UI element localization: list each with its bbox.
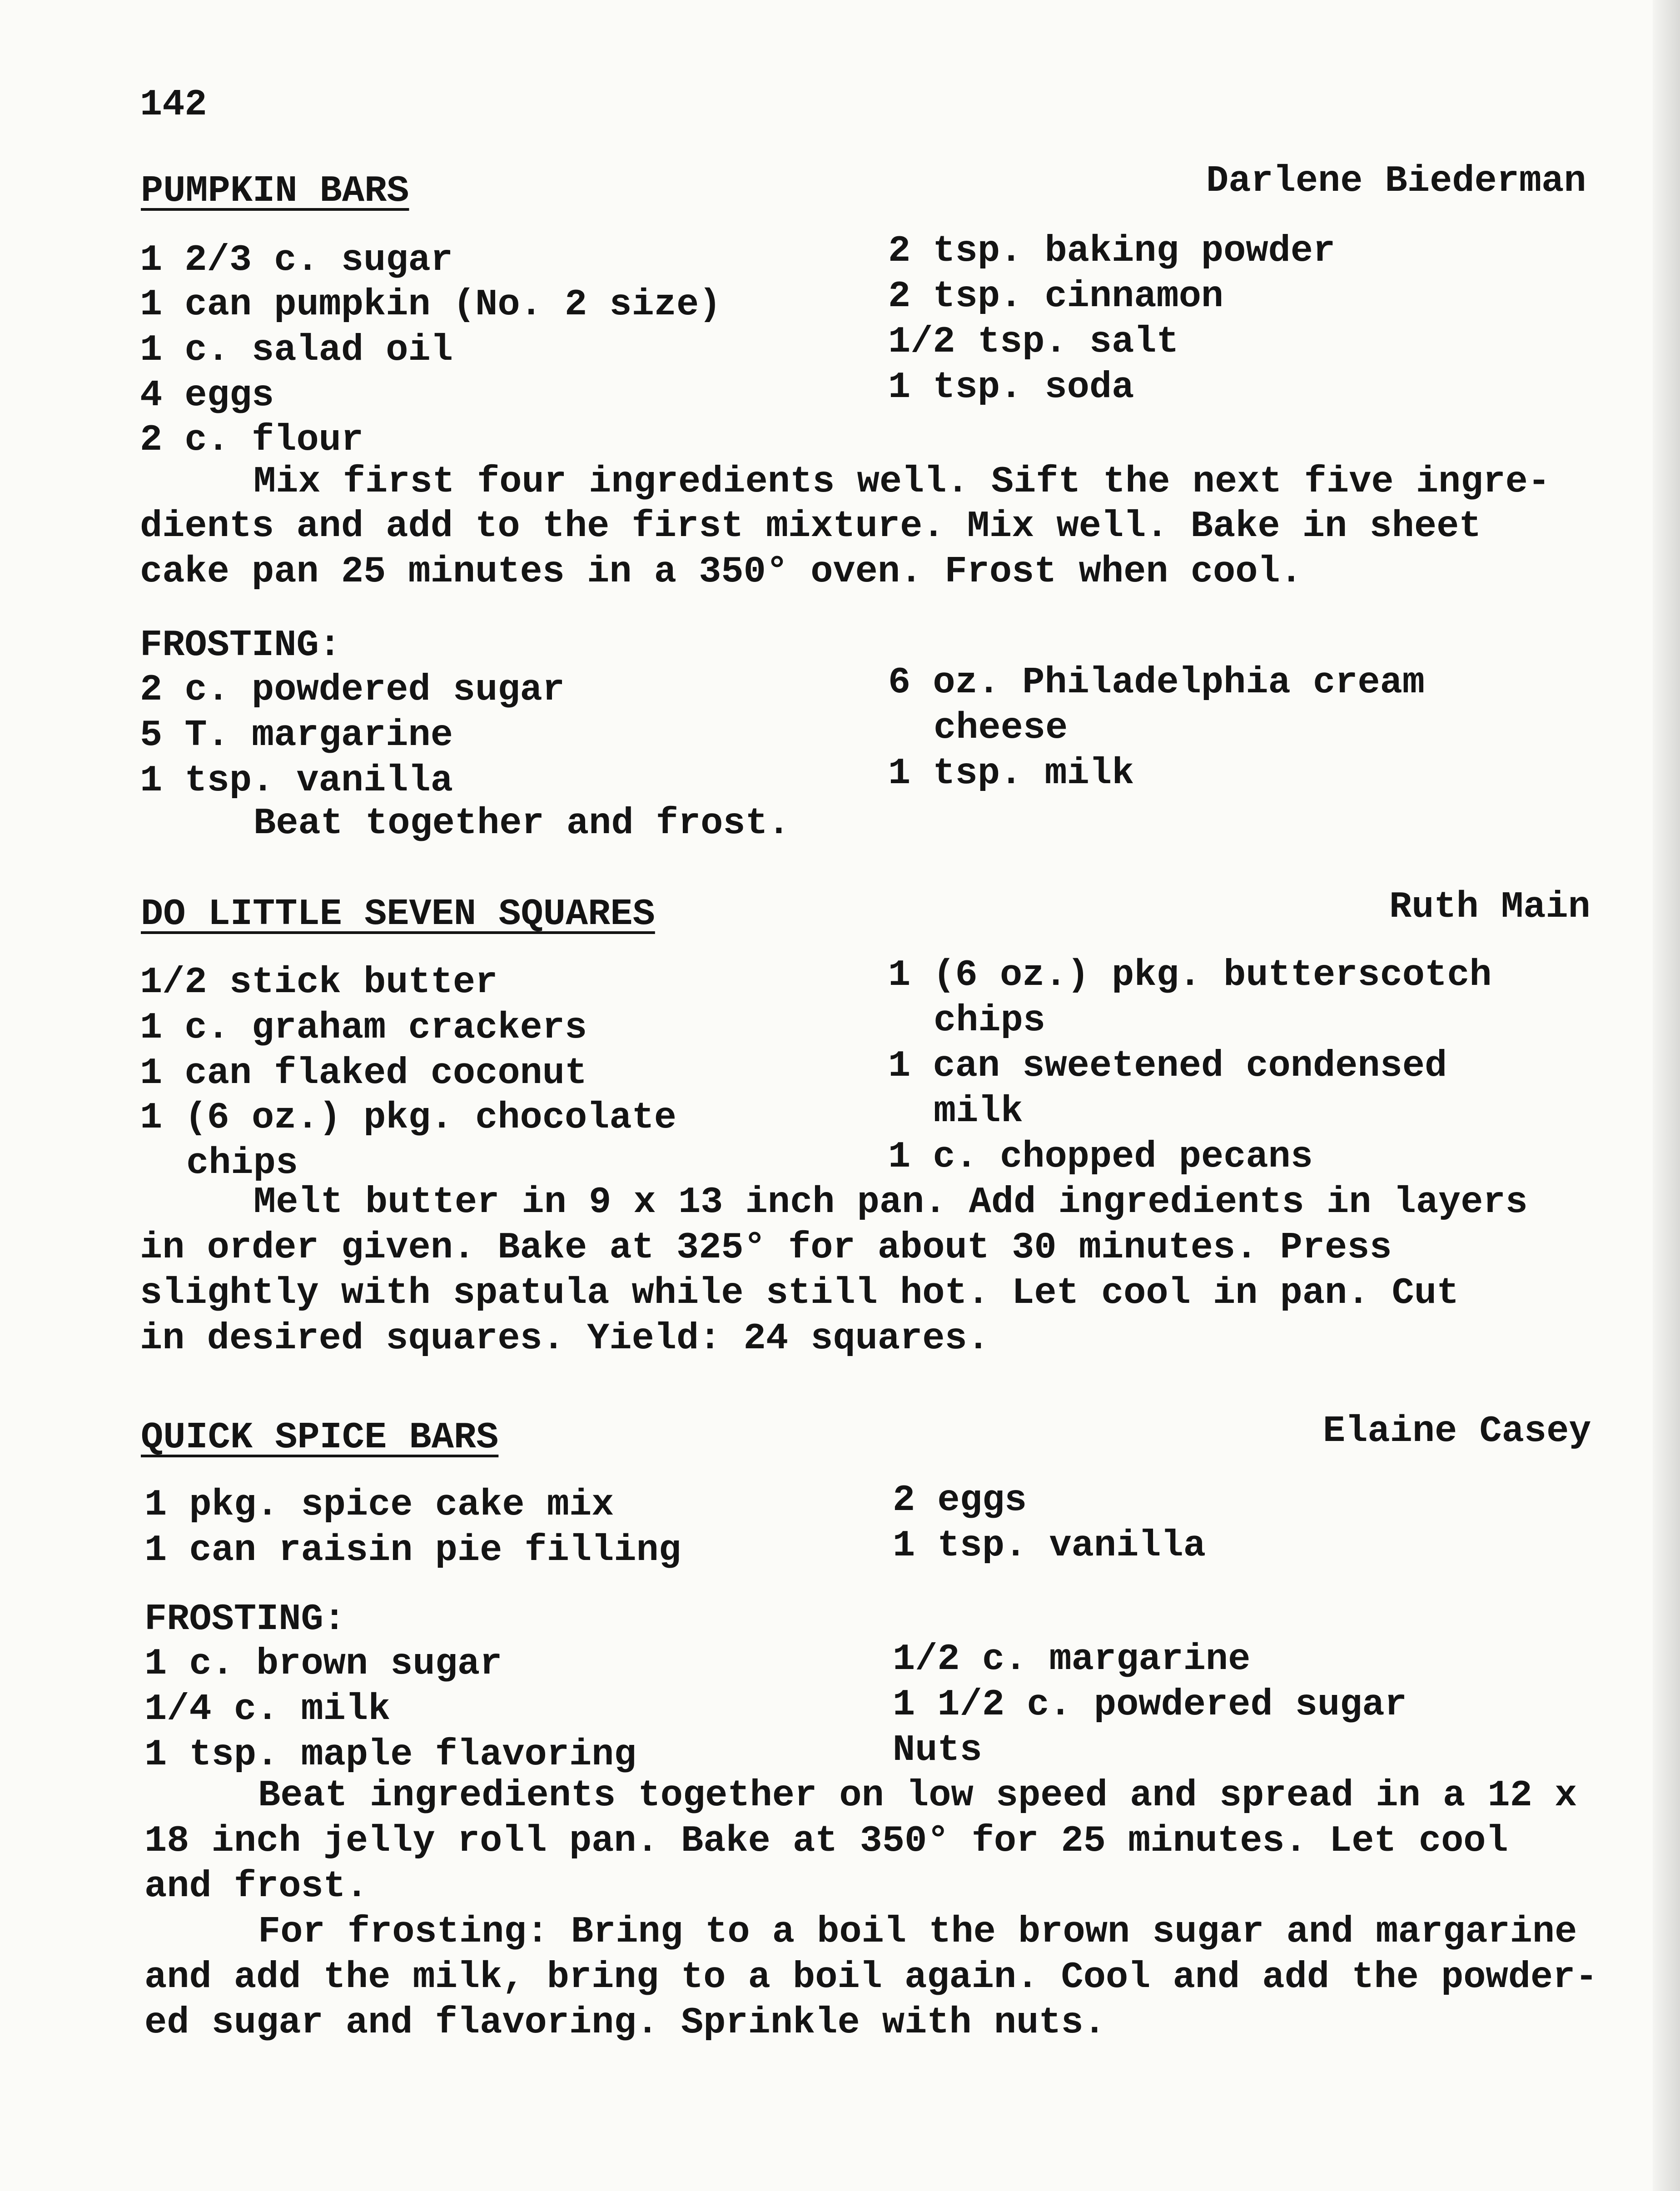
frosting-ingredient: 1/4 c. milk <box>144 1688 391 1730</box>
ingredient: 1 can raisin pie filling <box>144 1529 681 1571</box>
ingredient: 2 tsp. cinnamon <box>888 275 1224 318</box>
ingredient: 1 c. chopped pecans <box>888 1136 1313 1178</box>
ingredient: 1 can pumpkin (No. 2 size) <box>140 283 721 326</box>
recipe-title: QUICK SPICE BARS <box>141 1416 499 1459</box>
ingredient: 1 c. salad oil <box>140 329 453 371</box>
direction-line: and frost. <box>144 1865 368 1908</box>
direction-line: and add the milk, bring to a boil again. Cool and add the powder- <box>144 1956 1598 1998</box>
ingredient: 1 can sweetened condensed <box>888 1045 1447 1087</box>
frosting-ingredient: 1 c. brown sugar <box>144 1643 502 1685</box>
direction-line: in order given. Bake at 325° for about 30 minutes. Press <box>140 1227 1392 1269</box>
ingredient: 1 can flaked coconut <box>140 1052 587 1094</box>
page-number: 142 <box>140 84 207 126</box>
direction-line: in desired squares. Yield: 24 squares. <box>140 1317 989 1360</box>
direction-line: Beat together and frost. <box>253 802 790 845</box>
direction-line: cake pan 25 minutes in a 350° oven. Frost when cool. <box>140 551 1302 593</box>
frosting-ingredient: 1/2 c. margarine <box>893 1638 1251 1680</box>
direction-line: Mix first four ingredients well. Sift the next five ingre- <box>253 461 1551 503</box>
recipe-title: PUMPKIN BARS <box>141 170 409 212</box>
frosting-ingredient: 2 c. powdered sugar <box>140 669 565 711</box>
ingredient: 1 (6 oz.) pkg. chocolate <box>140 1097 676 1139</box>
ingredient: 1/2 tsp. salt <box>888 321 1179 363</box>
frosting-ingredient: 1 1/2 c. powdered sugar <box>893 1684 1407 1726</box>
ingredient: 1 c. graham crackers <box>140 1007 587 1049</box>
direction-line: Beat ingredients together on low speed and spread in a 12 x <box>258 1774 1577 1817</box>
direction-line: Melt butter in 9 x 13 inch pan. Add ingredients in layers <box>253 1181 1528 1223</box>
ingredient: 4 eggs <box>140 374 274 417</box>
frosting-label: FROSTING: <box>144 1598 346 1640</box>
frosting-label: FROSTING: <box>140 624 341 666</box>
ingredient: 2 tsp. baking powder <box>888 230 1336 272</box>
frosting-ingredient: cheese <box>934 707 1068 749</box>
direction-line: 18 inch jelly roll pan. Bake at 350° for 25 minutes. Let cool <box>144 1820 1508 1862</box>
frosting-ingredient: 1 tsp. maple flavoring <box>144 1734 636 1776</box>
frosting-ingredient: 6 oz. Philadelphia cream <box>888 661 1425 704</box>
direction-line: For frosting: Bring to a boil the brown sugar and margarine <box>258 1911 1577 1953</box>
frosting-ingredient: Nuts <box>893 1729 982 1771</box>
ingredient: 2 c. flour <box>140 419 364 461</box>
ingredient: 1 2/3 c. sugar <box>140 239 453 281</box>
ingredient: 1/2 stick butter <box>140 961 498 1004</box>
ingredient: 1 tsp. vanilla <box>893 1525 1206 1567</box>
direction-line: ed sugar and flavoring. Sprinkle with nuts. <box>144 2002 1106 2044</box>
recipe-author: Darlene Biederman <box>1206 160 1586 202</box>
recipe-author: Ruth Main <box>1389 886 1591 928</box>
recipe-title: DO LITTLE SEVEN SQUARES <box>141 893 655 935</box>
ingredient: 1 tsp. soda <box>888 366 1134 408</box>
ingredient: 1 (6 oz.) pkg. butterscotch <box>888 954 1492 996</box>
ingredient: chips <box>186 1142 298 1184</box>
ingredient: 2 eggs <box>893 1479 1027 1521</box>
ingredient: 1 pkg. spice cake mix <box>144 1484 614 1526</box>
recipe-author: Elaine Casey <box>1323 1410 1591 1452</box>
page-edge-shadow <box>1653 0 1680 2191</box>
direction-line: dients and add to the first mixture. Mix well. Bake in sheet <box>140 505 1481 547</box>
frosting-ingredient: 1 tsp. milk <box>888 752 1134 795</box>
direction-line: slightly with spatula while still hot. Let cool in pan. Cut <box>140 1272 1459 1314</box>
frosting-ingredient: 1 tsp. vanilla <box>140 760 453 802</box>
ingredient: chips <box>934 999 1046 1042</box>
frosting-ingredient: 5 T. margarine <box>140 714 453 756</box>
ingredient: milk <box>934 1090 1023 1133</box>
